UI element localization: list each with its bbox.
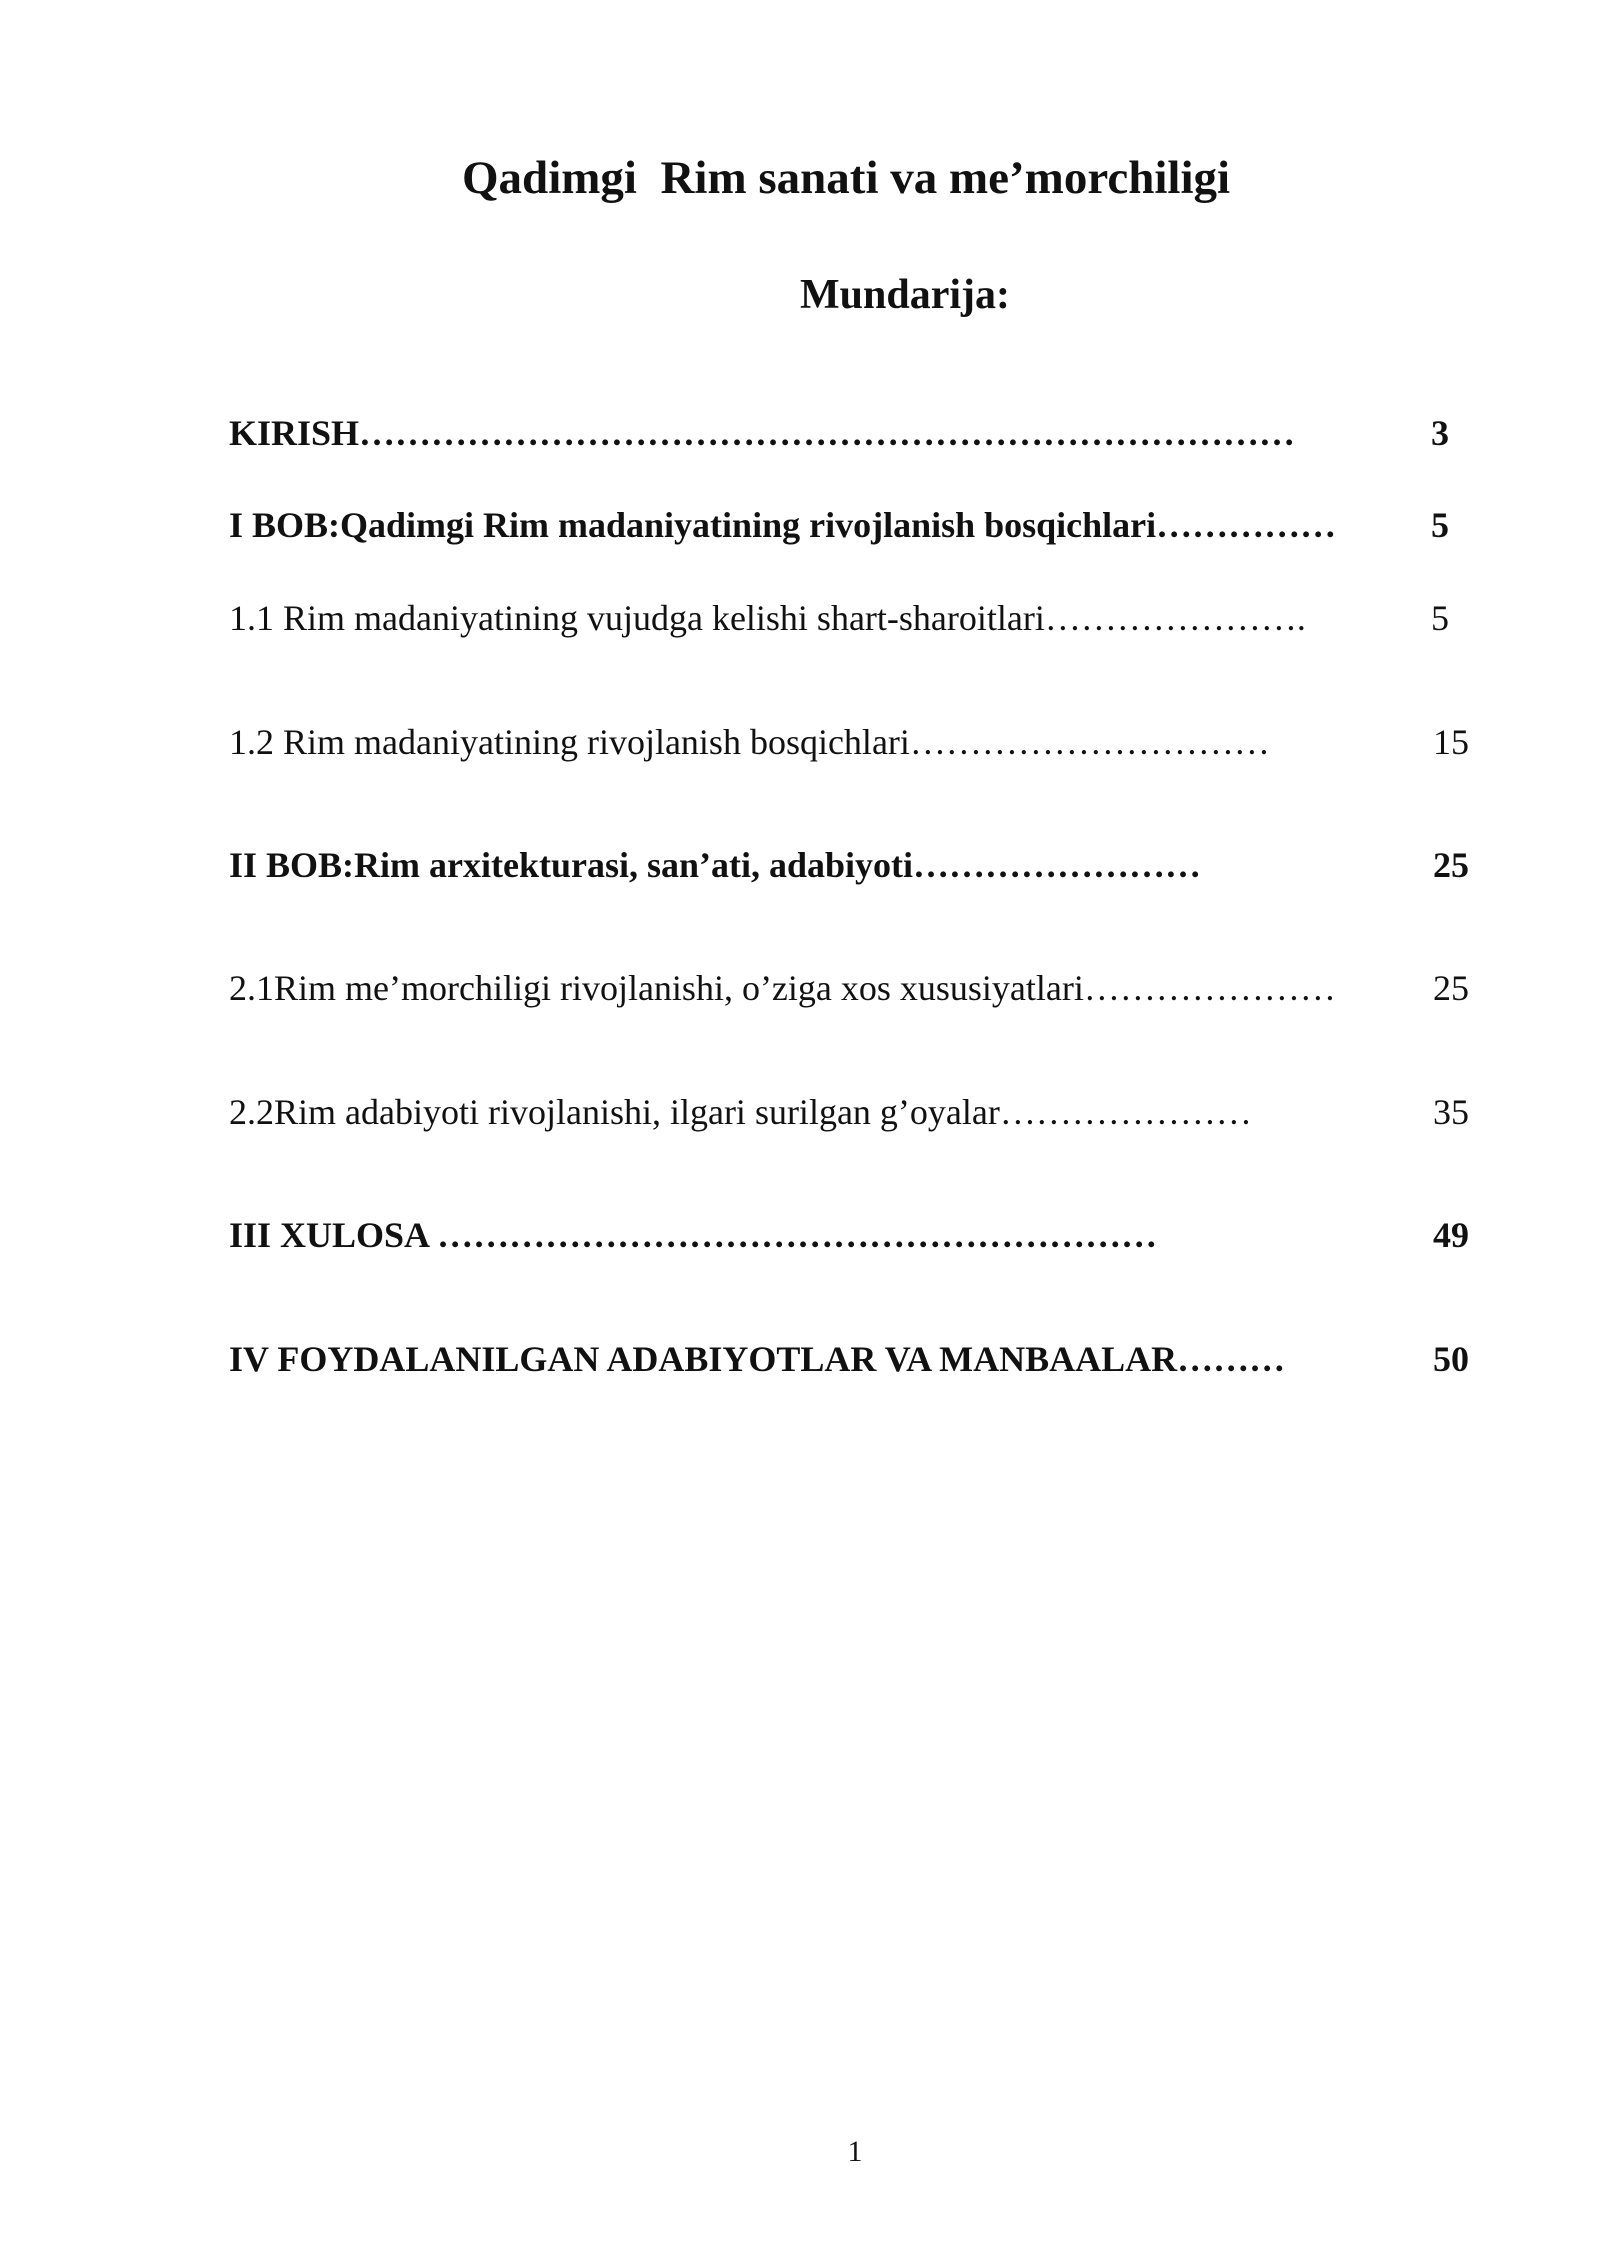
toc-entry-title: I BOB:Qadimgi Rim madaniyatining rivojlanish bosqichlari…………… — [229, 505, 1337, 545]
toc-entry-title: 1.1 Rim madaniyatining vujudga kelishi shart-sharoitlari…………………. — [229, 598, 1306, 638]
toc-entry-page: 50 — [1433, 1339, 1469, 1379]
toc-entry-page: 25 — [1433, 968, 1469, 1008]
page-number: 1 — [847, 2135, 863, 2168]
toc-entry-page: 35 — [1433, 1092, 1469, 1132]
toc-entry — [229, 840, 1469, 890]
toc-entry-title: III XULOSA …………………………………………………… — [229, 1215, 1158, 1255]
toc-entry-title: 2.1Rim me’morchiligi rivojlanishi, o’ziga xos xususiyatlari………………… — [229, 968, 1336, 1008]
toc-entry — [229, 1334, 1469, 1384]
toc-entry-title: 1.2 Rim madaniyatining rivojlanish bosqichlari………………………… — [229, 722, 1270, 762]
toc-entry — [229, 593, 1469, 643]
toc-entry — [229, 1210, 1469, 1260]
toc-entry — [229, 1087, 1469, 1137]
toc-entry-page: 5 — [1431, 598, 1449, 638]
toc-entry — [229, 408, 1469, 458]
toc-entry-page: 15 — [1433, 722, 1469, 762]
toc-entry-page: 25 — [1433, 845, 1469, 885]
toc-heading: Mundarija: — [800, 272, 1010, 318]
toc-entry — [229, 963, 1469, 1013]
toc-entry — [229, 717, 1469, 767]
toc-entry-page: 5 — [1431, 505, 1449, 545]
toc-entry-page: 49 — [1433, 1215, 1469, 1255]
toc-entry — [229, 500, 1469, 550]
toc-entry-title: II BOB:Rim arxitekturasi, san’ati, adabiyoti…………………… — [229, 845, 1202, 885]
toc-entry-title: KIRISH…………………………………………………………………… — [229, 413, 1296, 453]
toc-entry-page: 3 — [1431, 413, 1449, 453]
document-title: Qadimgi Rim sanati va me’morchiligi — [462, 152, 1231, 204]
toc-entry-title: IV FOYDALANILGAN ADABIYOTLAR VA MANBAALAR……… — [229, 1339, 1286, 1379]
toc-entry-title: 2.2Rim adabiyoti rivojlanishi, ilgari surilgan g’oyalar………………… — [229, 1092, 1252, 1132]
